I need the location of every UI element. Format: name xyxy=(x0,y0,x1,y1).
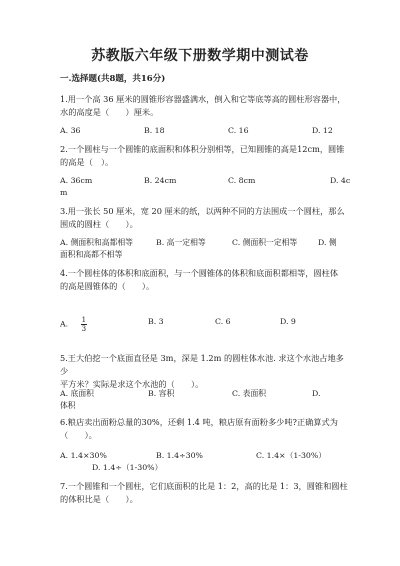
question-1-stem xyxy=(60,93,350,119)
question-2-option-c: C. 8cm xyxy=(228,176,256,185)
question-6-stem-line-1: 6.粮店卖出面粉总量的30%，还剩 1.4 吨，粮店原有面粉多少吨?正确算式为 xyxy=(60,417,338,427)
question-1-option-d: D. 12 xyxy=(312,126,333,135)
question-4-option-c: C. 6 xyxy=(215,317,231,326)
question-1-option-c: C. 16 xyxy=(228,126,249,135)
fraction-denominator: 3 xyxy=(81,325,87,333)
question-5-option-b: B. 容积 xyxy=(148,389,175,398)
question-3-stem-line-1: 3.用一张长 50 厘米，宽 20 厘米的纸，以两种不同的方法围成一个圆柱，那么 xyxy=(60,206,345,216)
question-4-option-a-fraction xyxy=(81,316,87,333)
question-6-stem-line-2: （ ）。 xyxy=(60,430,97,440)
question-7-stem xyxy=(60,480,350,506)
question-2-option-d-wrap-text: m xyxy=(60,188,68,197)
question-3-option-a: A. 侧面积和高都相等 xyxy=(60,238,133,247)
question-3-option-d-wrap-text: 面积和高都不相等 xyxy=(60,250,123,259)
question-4-option-b: B. 3 xyxy=(148,317,164,326)
question-1-stem-line-2: 水的高度是（ ）厘米。 xyxy=(60,107,159,117)
question-5-stem xyxy=(60,352,350,391)
question-6-option-a: A. 1.4×30% xyxy=(60,451,107,460)
question-1-stem-line-1: 1.用一个高 36 厘米的圆锥形容器盛满水，倒入和它等底等高的圆柱形容器中， xyxy=(60,94,346,104)
question-2-stem-line-2: 的高是（ ）。 xyxy=(60,157,114,167)
question-5-option-a: A. 底面积 xyxy=(60,389,94,398)
question-4-stem-line-2: 的高是圆锥体的（ ）。 xyxy=(60,281,155,291)
question-7-stem-line-1: 7.一个圆锥和一个圆柱，它们底面积的比是 1：2，高的比是 1：3，圆锥和圆柱 xyxy=(60,481,348,491)
question-6-option-c: C. 1.4×（1-30%） xyxy=(256,451,327,460)
question-2-option-b: B. 24cm xyxy=(144,176,177,185)
question-5-option-d: D. xyxy=(312,389,321,398)
question-3-option-c: C. 侧面积一定相等 xyxy=(232,238,298,247)
question-1-option-b: B. 18 xyxy=(144,126,165,135)
question-6-option-d: D. 1.4÷（1-30%） xyxy=(92,463,163,472)
fraction-numerator: 1 xyxy=(81,316,87,324)
question-4-option-a-label: A. xyxy=(60,319,69,329)
question-6-stem xyxy=(60,416,350,442)
question-6-option-b: B. 1.4÷30% xyxy=(156,451,203,460)
question-4-stem xyxy=(60,267,350,293)
section-heading: 一.选择题(共8题，共16分) xyxy=(60,74,166,84)
question-3-stem-line-2: 围成的圆柱（ ）。 xyxy=(60,219,138,229)
question-3-stem xyxy=(60,205,350,231)
question-5-stem-line-1: 5.王大伯挖一个底面直径是 3m，深是 1.2m 的圆柱体水池. 求这个水池占地多少 xyxy=(60,353,344,376)
question-3-option-d: D. 侧 xyxy=(318,238,337,247)
question-5-option-c: C. 表面积 xyxy=(232,389,267,398)
question-4-stem-line-1: 4.一个圆柱体的体积和底面积，与一个圆锥体的体积和底面积都相等，圆柱体 xyxy=(60,268,339,278)
question-2-stem xyxy=(60,143,350,169)
question-4-option-d: D. 9 xyxy=(280,317,296,326)
question-3-option-b: B. 高一定相等 xyxy=(156,238,206,247)
question-2-option-a: A. 36cm xyxy=(60,176,93,185)
question-5-stem-line-2: 平方米？实际是求这个水池的（ ）。 xyxy=(60,379,204,389)
question-7-stem-line-2: 的体积比是（ ）。 xyxy=(60,494,138,504)
question-1-option-a: A. 36 xyxy=(60,126,81,135)
question-2-stem-line-1: 2.一个圆柱与一个圆锥的底面积和体积分别相等，已知圆锥的高是12cm，圆锥 xyxy=(60,144,345,154)
question-4-option-a xyxy=(60,316,87,333)
page-title: 苏教版六年级下册数学期中测试卷 xyxy=(91,48,309,64)
question-2-option-d: D. 4c xyxy=(330,176,351,185)
question-5-option-d-wrap-text: 体积 xyxy=(60,401,76,410)
